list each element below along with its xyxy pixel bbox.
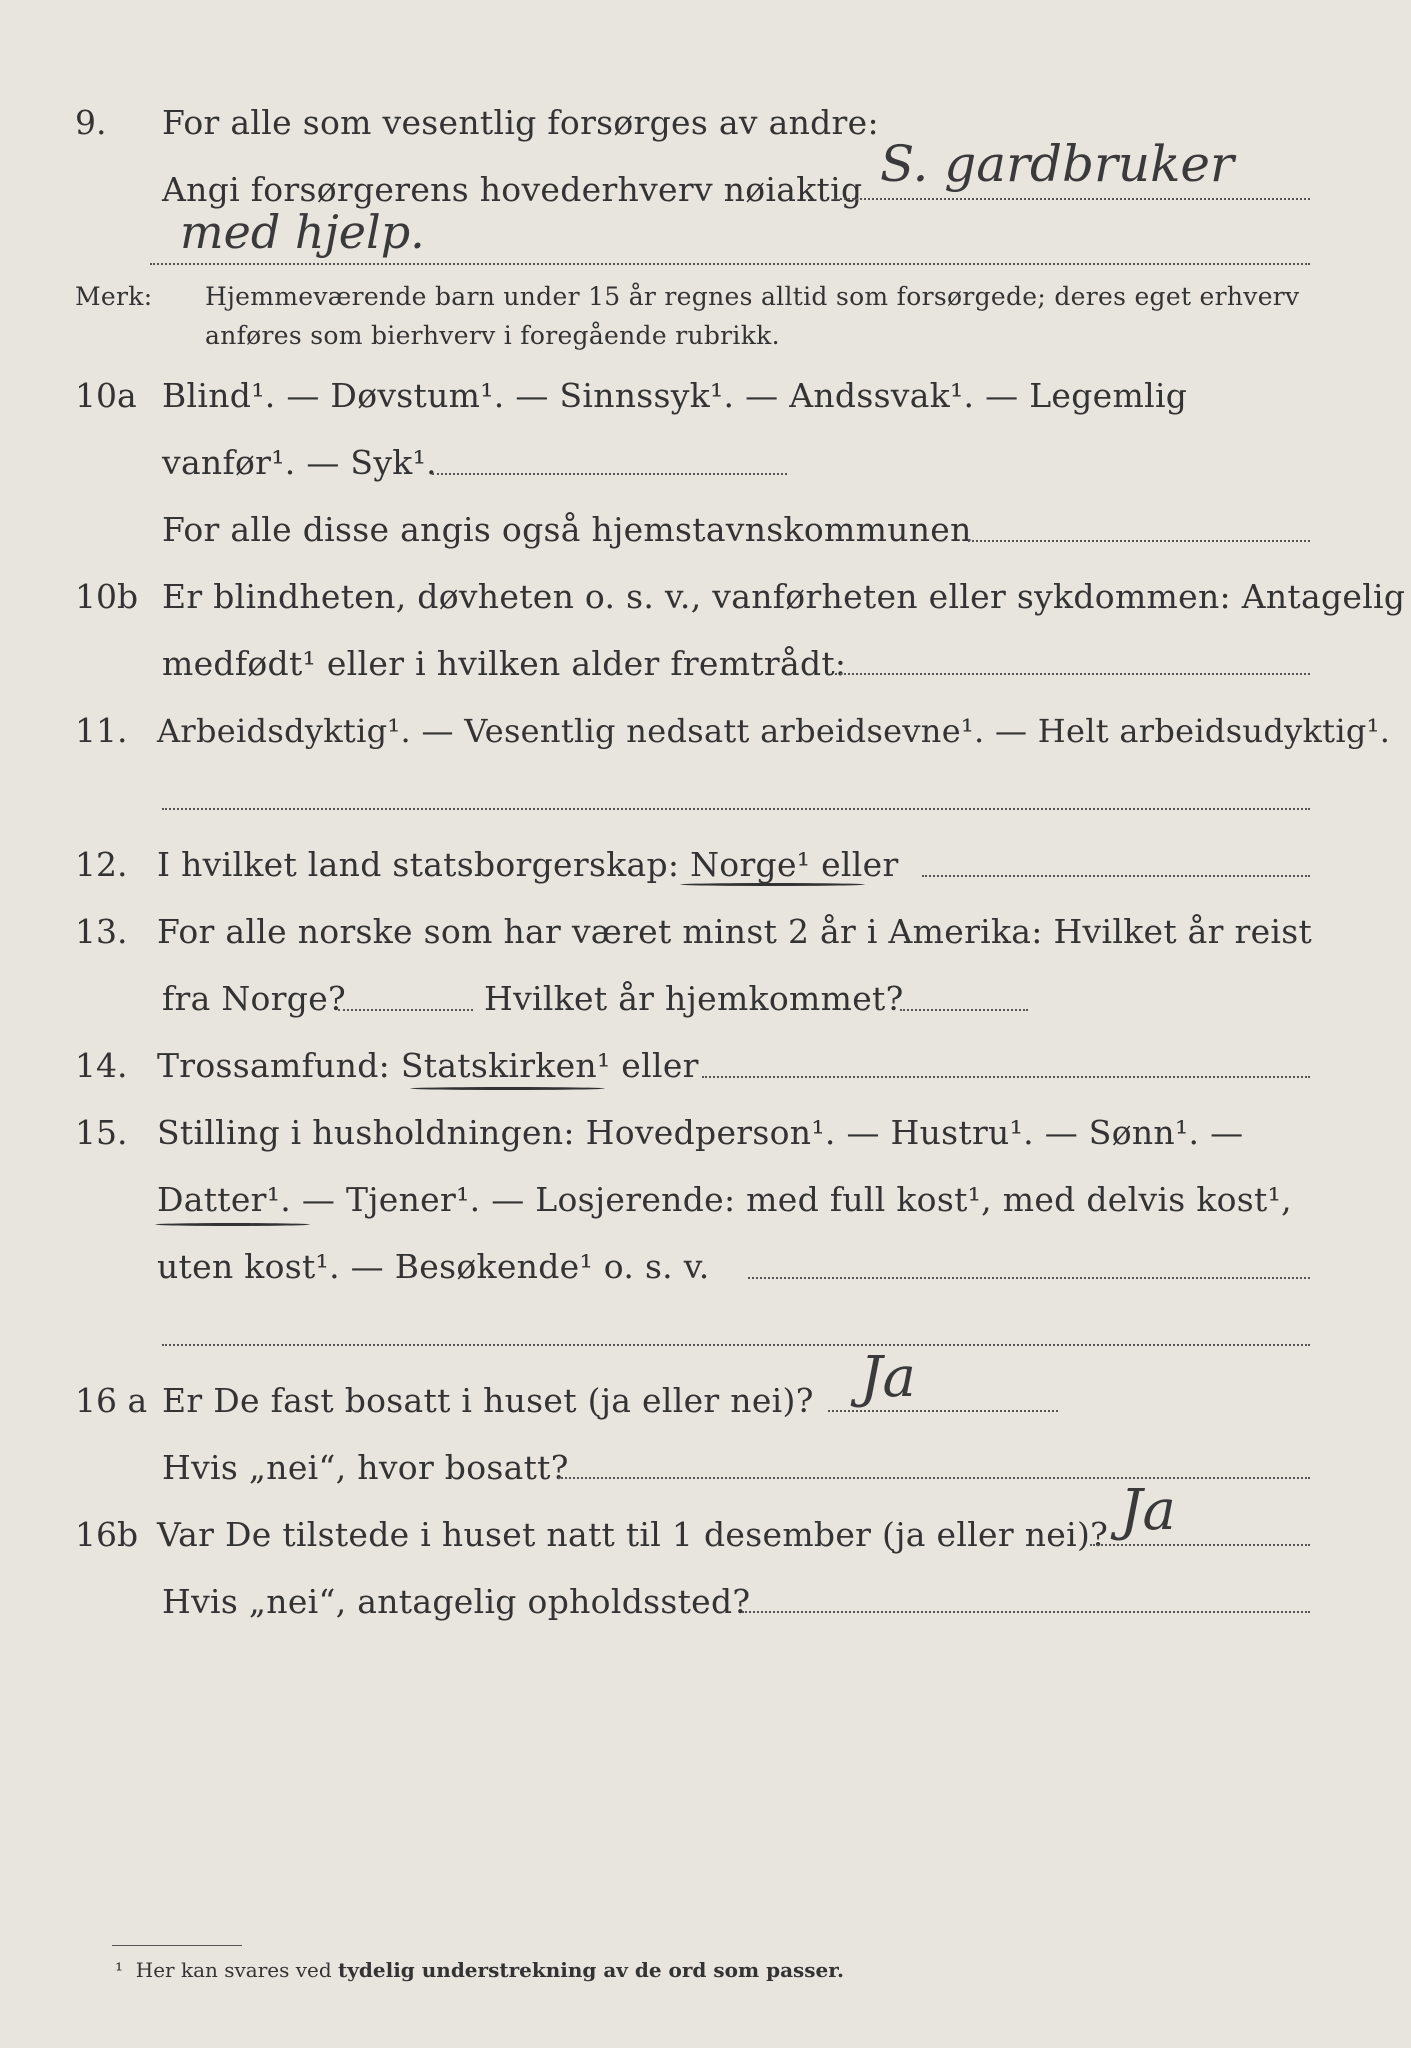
q16a-bosatt-line bbox=[558, 1477, 1310, 1479]
q10b-number: 10b bbox=[75, 577, 139, 616]
q16b-handwritten-answer: Ja bbox=[1120, 1478, 1176, 1543]
q12-line1: I hvilket land statsborgerskap: Norge¹ eller bbox=[157, 845, 899, 884]
q13-hjemkommet-line bbox=[900, 1009, 1028, 1011]
q10b-line2: medfødt¹ eller i hvilken alder fremtrådt: bbox=[162, 644, 847, 683]
footnote bbox=[115, 1958, 844, 1982]
q10b-line1: Er blindheten, døvheten o. s. v., vanførheten eller sykdommen: Antagelig bbox=[162, 577, 1406, 616]
q10a-answer-line bbox=[432, 473, 787, 475]
q9-answer-line2 bbox=[150, 263, 1310, 265]
q16b-opholdssted-line bbox=[742, 1611, 1310, 1613]
q15-number: 15. bbox=[75, 1113, 128, 1152]
footnote-rule bbox=[112, 1945, 242, 1946]
q11-line1: Arbeidsdyktig¹. — Vesentlig nedsatt arbeidsevne¹. — Helt arbeidsudyktig¹. bbox=[157, 712, 1391, 750]
q10b-answer-line bbox=[835, 673, 1310, 675]
q10a-number: 10a bbox=[75, 376, 137, 415]
merk-line1: Hjemmeværende barn under 15 år regnes alltid som forsørgede; deres eget erhverv bbox=[205, 282, 1300, 311]
q9-number: 9. bbox=[75, 103, 107, 142]
q15-line3: uten kost¹. — Besøkende¹ o. s. v. bbox=[157, 1247, 710, 1286]
q15-line1: Stilling i husholdningen: Hovedperson¹. — Hustru¹. — Sønn¹. — bbox=[157, 1113, 1244, 1152]
q13-number: 13. bbox=[75, 912, 128, 951]
q12-number: 12. bbox=[75, 845, 128, 884]
merk-line2: anføres som bierhverv i foregående rubrikk. bbox=[205, 321, 780, 350]
q10a-line2: vanfør¹. — Syk¹. bbox=[162, 443, 437, 482]
q15-line2: Datter¹. — Tjener¹. — Losjerende: med full kost¹, med delvis kost¹, bbox=[157, 1180, 1292, 1219]
q9-handwritten-answer1: S. gardbruker bbox=[880, 135, 1234, 193]
q16a-number: 16 a bbox=[75, 1381, 148, 1420]
q14-line1: Trossamfund: Statskirken¹ eller bbox=[157, 1046, 699, 1085]
datter-underline-mark bbox=[155, 1223, 310, 1226]
q11-answer-line bbox=[162, 808, 1310, 810]
q16b-line1: Var De tilstede i huset natt til 1 desember (ja eller nei)? bbox=[157, 1515, 1109, 1554]
q12-answer-line bbox=[922, 875, 1310, 877]
q10a-hjemstavn-line bbox=[968, 540, 1310, 542]
q13-line2a: fra Norge? bbox=[162, 979, 347, 1018]
q13-reist-line bbox=[338, 1009, 473, 1011]
statskirken-underline-mark bbox=[410, 1087, 605, 1090]
q9-line1: For alle som vesentlig forsørges av andre: bbox=[162, 103, 879, 142]
q11-number: 11. bbox=[75, 711, 128, 750]
q16b-answer-line bbox=[1090, 1544, 1310, 1546]
q9-handwritten-answer2: med hjelp. bbox=[180, 205, 425, 259]
q16a-handwritten-answer: Ja bbox=[860, 1345, 916, 1410]
q14-number: 14. bbox=[75, 1046, 128, 1085]
q15-extra-line bbox=[162, 1344, 1310, 1346]
q9-answer-line1 bbox=[835, 198, 1310, 200]
q13-line1: For alle norske som har været minst 2 år i Amerika: Hvilket år reist bbox=[157, 912, 1313, 951]
q14-answer-line bbox=[702, 1076, 1310, 1078]
q16a-answer-line bbox=[828, 1410, 1058, 1412]
q16a-line1: Er De fast bosatt i huset (ja eller nei)? bbox=[162, 1381, 814, 1420]
footnote-mark: ¹ bbox=[115, 1958, 124, 1982]
q15-answer-line bbox=[748, 1277, 1310, 1279]
q13-line2b: Hvilket år hjemkommet? bbox=[484, 979, 904, 1018]
q16b-number: 16b bbox=[75, 1515, 139, 1554]
norge-underline-mark bbox=[680, 883, 865, 886]
q9-line2: Angi forsørgerens hovederhverv nøiaktig bbox=[162, 170, 863, 209]
q10a-line3: For alle disse angis også hjemstavnskommunen bbox=[162, 510, 972, 549]
footnote-text-bold: tydelig understrekning av de ord som passer. bbox=[338, 1958, 844, 1982]
q16a-line2: Hvis „nei“, hvor bosatt? bbox=[162, 1448, 569, 1487]
q10a-line1: Blind¹. — Døvstum¹. — Sinnssyk¹. — Andssvak¹. — Legemlig bbox=[162, 376, 1188, 415]
merk-label: Merk: bbox=[75, 282, 153, 311]
q16b-line2: Hvis „nei“, antagelig opholdssted? bbox=[162, 1582, 751, 1621]
footnote-text-plain: Her kan svares ved bbox=[135, 1958, 332, 1982]
